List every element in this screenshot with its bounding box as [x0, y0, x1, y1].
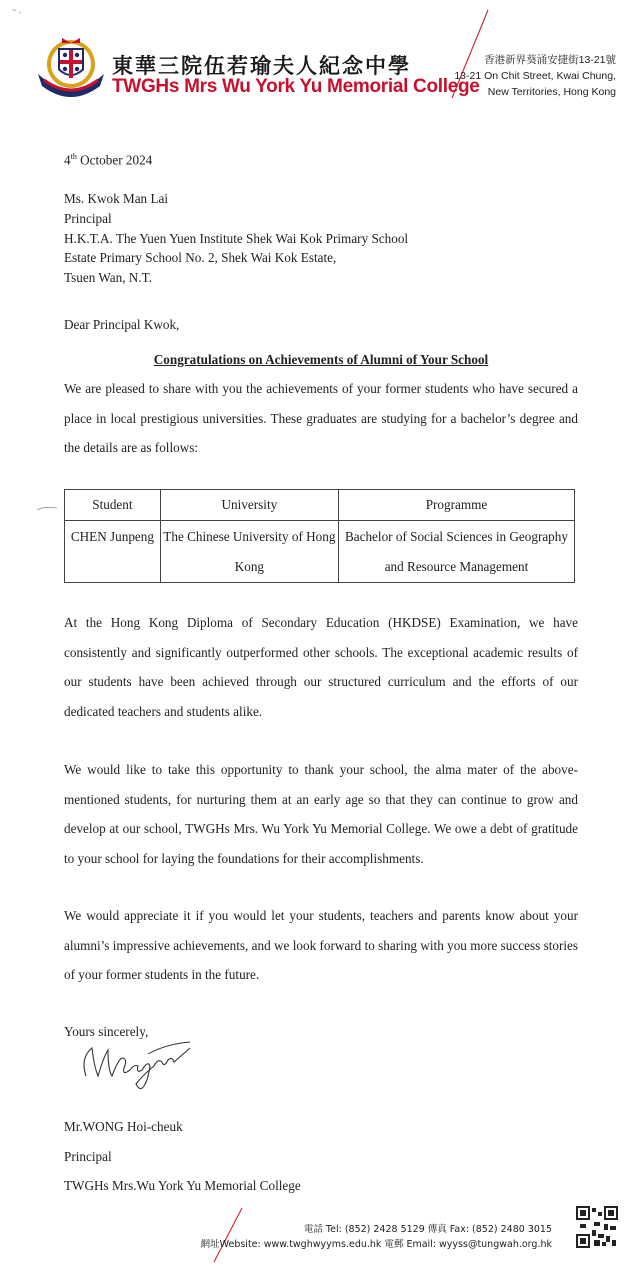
paragraph-intro: We are pleased to share with you the achievements of your former students who have secured a place in local prestigious universities. These graduates are studying for a bachelor’s degree and the details are as follows: — [64, 381, 578, 455]
paragraph-hkdse: At the Hong Kong Diploma of Secondary Education (HKDSE) Examination, we have consistently and significantly outperformed other schools. The exceptional academic results of our students have been achieved through our structured curriculum and the efforts of our dedicated teachers and students alike. — [64, 615, 578, 719]
footer-web-email: 網址Website: www.twghwyyms.edu.hk 電郵 Email: wyyss@tungwah.org.hk — [200, 1239, 552, 1250]
signer-name: Mr.WONG Hoi-cheuk — [64, 1119, 183, 1134]
salutation: Dear Principal Kwok, — [64, 317, 180, 332]
paragraph-thanks: We would like to take this opportunity to thank your school, the alma mater of the above-mentioned students, for nurturing them at an early age so that they can continue to grow and develop at our school, TWGHs Mrs. Wu York Yu Memorial College. We owe a debt of gratitude to your school for laying the foundations for their accomplishments. — [64, 762, 578, 866]
recipient-school: H.K.T.A. The Yuen Yuen Institute Shek Wai Kok Primary School — [64, 230, 409, 246]
scan-mark: ~ , — [12, 6, 22, 15]
signer-school: TWGHs Mrs.Wu York Yu Memorial College — [64, 1178, 301, 1193]
margin-mark — [36, 504, 58, 512]
column-header-programme: Programme — [338, 490, 574, 521]
column-header-university: University — [160, 490, 338, 521]
footer-phone-fax: 電話 Tel: (852) 2428 5129 傳真 Fax: (852) 2480 3015 — [303, 1224, 552, 1235]
cell-university: The Chinese University of Hong Kong — [160, 521, 338, 583]
recipient-name: Ms. Kwok Man Lai — [64, 191, 169, 206]
table-row — [65, 521, 575, 583]
cell-programme: Bachelor of Social Sciences in Geography and Resource Management — [338, 521, 574, 583]
alumni-table — [64, 489, 575, 583]
letter-subject: Congratulations on Achievements of Alumni of Your School — [153, 352, 489, 367]
address-line: 香港新界葵涌安捷街13-21號 — [484, 54, 616, 66]
qr-code-icon — [576, 1206, 618, 1248]
paragraph-closing: We would appreciate it if you would let your students, teachers and parents know about your alumni’s impressive achievements, and we look forward to sharing with you more success stories of your former students in the future. — [64, 908, 578, 982]
handwritten-signature — [78, 1036, 194, 1096]
table-header-row — [65, 490, 575, 521]
letter-date: 4th October 2024 — [64, 152, 153, 168]
school-name-english: TWGHs Mrs Wu York Yu Memorial College — [112, 76, 480, 97]
school-crest-logo — [34, 34, 108, 102]
cell-student: CHEN Junpeng — [65, 521, 161, 583]
address-line: 13-21 On Chit Street, Kwai Chung, — [454, 70, 616, 82]
footer-contact — [201, 1222, 552, 1252]
address-line: New Territories, Hong Kong — [487, 86, 616, 98]
recipient-block — [64, 189, 408, 288]
school-address — [454, 52, 616, 100]
recipient-title: Principal — [64, 210, 112, 226]
school-name-chinese: 東華三院伍若瑜夫人紀念中學 — [112, 54, 411, 78]
column-header-student: Student — [65, 490, 161, 521]
signer-title: Principal — [64, 1148, 112, 1164]
recipient-address-line: Tsuen Wan, N.T. — [64, 270, 152, 286]
complimentary-close: Yours sincerely, — [64, 1024, 149, 1039]
signer-block — [64, 1112, 301, 1201]
recipient-address-line: Estate Primary School No. 2, Shek Wai Kok Estate, — [64, 250, 337, 266]
